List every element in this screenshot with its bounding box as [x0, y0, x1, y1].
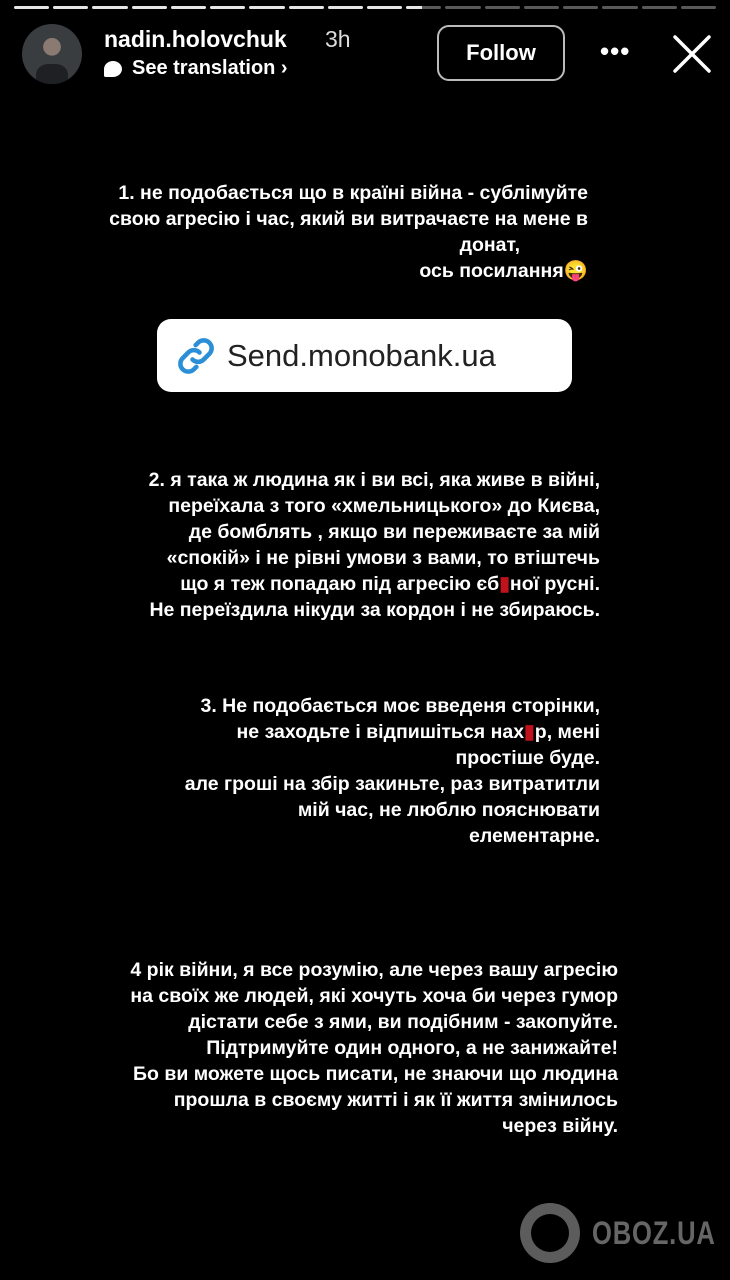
- progress-segment: [210, 6, 245, 9]
- progress-segment: [14, 6, 49, 9]
- post-time: 3h: [325, 26, 351, 52]
- story-item-3: [40, 693, 600, 849]
- text-line: мій час, не люблю пояснювати: [297, 799, 600, 821]
- text-line: переїхала з того «хмельницького» до Києва,: [168, 495, 600, 517]
- username[interactable]: nadin.holovchuk: [104, 26, 287, 52]
- monobank-link-sticker[interactable]: [157, 319, 572, 392]
- see-translation-link[interactable]: [104, 57, 288, 80]
- story-item-2: [40, 467, 600, 623]
- progress-segment: [132, 6, 167, 9]
- story-progress-bar: [14, 6, 716, 9]
- progress-segment: [524, 6, 559, 9]
- progress-fill: [92, 6, 127, 9]
- globe-icon: [520, 1203, 580, 1263]
- progress-segment: [92, 6, 127, 9]
- close-icon[interactable]: [672, 34, 712, 74]
- progress-segment: [328, 6, 363, 9]
- text-line: Підтримуйте один одного, а не занижайте!: [206, 1037, 618, 1059]
- progress-fill: [53, 6, 88, 9]
- text-line: через війну.: [502, 1115, 618, 1137]
- progress-fill: [328, 6, 363, 9]
- censor-mark: ▮: [499, 573, 510, 595]
- censor-mark: ▮: [524, 721, 535, 743]
- progress-fill: [367, 6, 402, 9]
- text-line: простіше буде.: [455, 747, 600, 769]
- text-fragment: ної русні.: [509, 573, 600, 595]
- link-icon: [175, 335, 217, 377]
- progress-segment: [563, 6, 598, 9]
- text-line: 2. я така ж людина як і ви всі, яка живе в війні,: [148, 469, 600, 491]
- text-line: 4 рік війни, я все розумію, але через вашу агресію: [130, 959, 618, 981]
- progress-fill: [249, 6, 284, 9]
- oboz-watermark: [520, 1203, 730, 1263]
- text-line: донат,: [459, 234, 520, 256]
- text-line: Бо ви можете щось писати, не знаючи що людина: [133, 1063, 618, 1085]
- progress-segment: [53, 6, 88, 9]
- story-item-1: [28, 180, 588, 284]
- text-line: але гроші на збір закиньте, раз витратитли: [184, 773, 600, 795]
- text-line: свою агресію і час, який ви витрачаєте на мене в: [109, 208, 588, 230]
- progress-segment: [445, 6, 480, 9]
- watermark-text: OBOZ.UA: [592, 1214, 716, 1251]
- progress-segment: [681, 6, 716, 9]
- text-line: ось посилання😜: [419, 260, 588, 282]
- text-line: прошла в своєму житті і як її життя змінилось: [173, 1089, 618, 1111]
- avatar[interactable]: [22, 24, 82, 84]
- progress-fill: [210, 6, 245, 9]
- progress-fill: [289, 6, 324, 9]
- text-line: елементарне.: [469, 825, 600, 847]
- text-line: дістати себе з ями, ви подібним - закопуйте.: [188, 1011, 618, 1033]
- progress-fill: [171, 6, 206, 9]
- story-item-4: [58, 957, 618, 1139]
- progress-fill: [14, 6, 49, 9]
- see-translation-label: See translation ›: [132, 57, 288, 79]
- text-line: де бомблять , якщо ви переживаєте за мій: [188, 521, 600, 543]
- progress-segment: [249, 6, 284, 9]
- text-line: [40, 719, 600, 745]
- progress-fill: [406, 6, 422, 9]
- progress-segment: [171, 6, 206, 9]
- progress-segment: [367, 6, 402, 9]
- text-fragment: що я теж попадаю під агресію єб: [180, 573, 500, 595]
- progress-segment: [289, 6, 324, 9]
- text-line: на своїх же людей, які хочуть хоча би через гумор: [130, 985, 618, 1007]
- progress-segment: [485, 6, 520, 9]
- text-line: [40, 571, 600, 597]
- text-line: «спокій» і не рівні умови з вами, то втіштечь: [166, 547, 600, 569]
- progress-segment: [642, 6, 677, 9]
- text-line: Не переїздила нікуди за кордон і не збираюсь.: [149, 599, 600, 621]
- text-fragment: р, мені: [534, 721, 600, 743]
- progress-fill: [132, 6, 167, 9]
- more-options-icon[interactable]: •••: [600, 36, 631, 66]
- progress-segment: [602, 6, 637, 9]
- progress-segment: [406, 6, 441, 9]
- text-fragment: не заходьте і відпишіться нах: [236, 721, 525, 743]
- link-label: Send.monobank.ua: [227, 337, 496, 373]
- text-line: 3. Не подобається моє введеня сторінки,: [200, 695, 600, 717]
- translation-bubble-icon: [104, 61, 122, 77]
- follow-button[interactable]: Follow: [437, 25, 565, 81]
- text-line: 1. не подобається що в країні війна - сублімуйте: [118, 182, 588, 204]
